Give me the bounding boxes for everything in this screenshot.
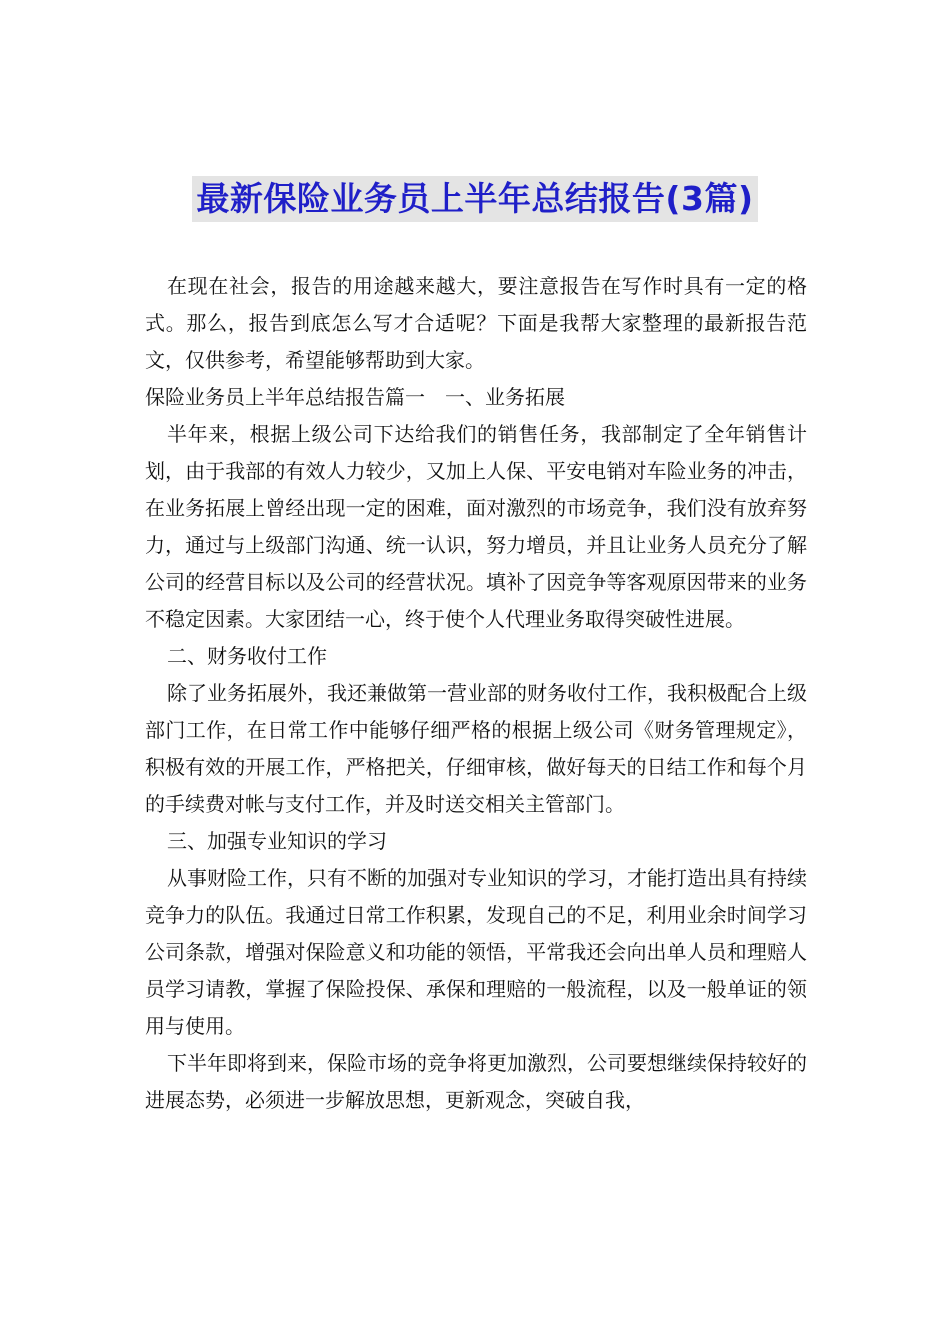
document-title: 最新保险业务员上半年总结报告(3篇) [192,176,757,222]
section-heading-1: 保险业务员上半年总结报告篇一 一、业务拓展 [145,385,565,409]
body-paragraph-4: 下半年即将到来，保险市场的竞争将更加激烈，公司要想继续保持较好的进展态势，必须进一步解放思想，更新观念，突破自我， [145,1051,807,1112]
intro-paragraph: 在现在社会，报告的用途越来越大，要注意报告在写作时具有一定的格式。那么，报告到底怎么写才合适呢？下面是我帮大家整理的最新报告范文，仅供参考，希望能够帮助到大家。 [145,274,807,372]
body-paragraph-2: 除了业务拓展外，我还兼做第一营业部的财务收付工作，我积极配合上级部门工作，在日常工作中能够仔细严格的根据上级公司《财务管理规定》，积极有效的开展工作，严格把关，仔细审核，做好每天的日结工作和每个月的手续费对帐与支付工作，并及时送交相关主管部门。 [145,681,807,816]
document-body [145,268,807,1119]
section-heading-2: 二、财务收付工作 [167,644,327,668]
body-paragraph-1: 半年来，根据上级公司下达给我们的销售任务，我部制定了全年销售计划，由于我部的有效人力较少，又加上人保、平安电销对车险业务的冲击，在业务拓展上曾经出现一定的困难，面对激烈的市场竞争，我们没有放弃努力，通过与上级部门沟通、统一认识，努力增员，并且让业务人员充分了解公司的经营目标以及公司的经营状况。填补了因竞争等客观原因带来的业务不稳定因素。大家团结一心，终于使个人代理业务取得突破性进展。 [145,422,807,631]
title-container [0,176,950,222]
body-paragraph-3: 从事财险工作，只有不断的加强对专业知识的学习，才能打造出具有持续竞争力的队伍。我通过日常工作积累，发现自己的不足，利用业余时间学习公司条款，增强对保险意义和功能的领悟，平常我还会向出单人员和理赔人员学习请教，掌握了保险投保、承保和理赔的一般流程，以及一般单证的领用与使用。 [145,866,807,1038]
section-heading-3: 三、加强专业知识的学习 [167,829,387,853]
